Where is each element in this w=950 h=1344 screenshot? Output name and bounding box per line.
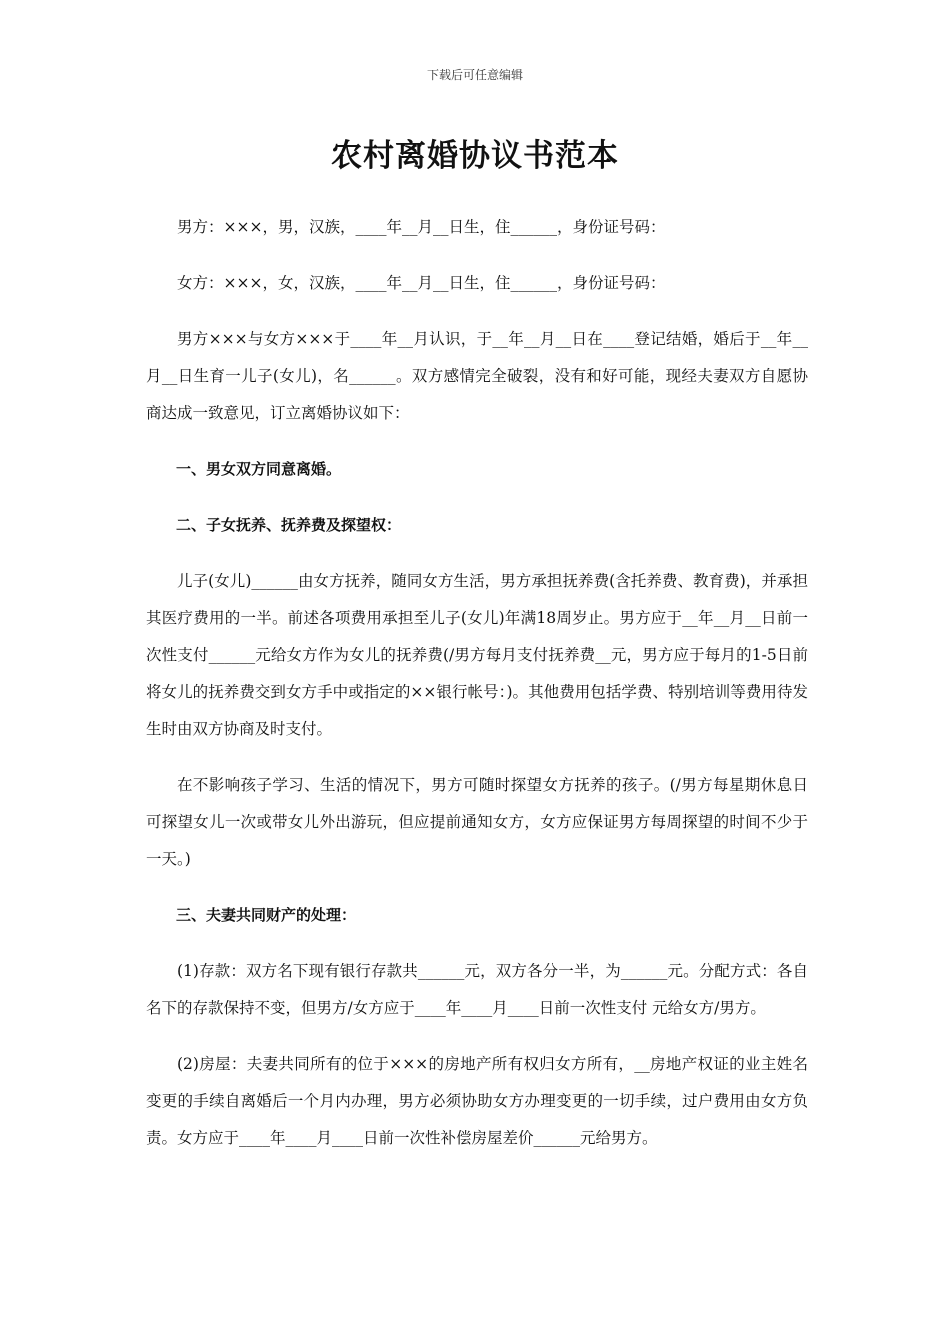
paragraph-child-support: 儿子(女儿)______由女方抚养，随同女方生活，男方承担抚养费(含托养费、教育费)，并承担其医疗费用的一半。前述各项费用承担至儿子(女儿)年满18周岁止。男方应于__年__月__日前一次性支付______元给女方作为女儿的抚养费(/男方每月支付抚养费__元，男方应于每月的1-5日前将女儿的抚养费交到女方手中或指定的××银行帐号：)。其他费用包括学费、特别培训等费用待发生时由双方协商及时支付。 — [146, 572, 808, 738]
section-heading-1: 一、男女双方同意离婚。 — [176, 460, 342, 478]
document-title: 农村离婚协议书范本 — [331, 138, 619, 174]
paragraph-visitation: 在不影响孩子学习、生活的情况下，男方可随时探望女方抚养的孩子。(/男方每星期休息日可探望女儿一次或带女儿外出游玩，但应提前通知女方，女方应保证男方每周探望的时间不少于一天。) — [146, 776, 808, 868]
paragraph-female-party: 女方：×××，女，汉族，____年__月__日生，住______，身份证号码： — [177, 274, 666, 292]
section-heading-2: 二、子女抚养、抚养费及探望权： — [176, 516, 402, 534]
paragraph-preamble: 男方×××与女方×××于____年__月认识，于__年__月__日在____登记结婚，婚后于__年__月__日生育一儿子(女儿)，名______。双方感情完全破裂，没有和好可能，现经夫妻双方自愿协商达成一致意见，订立离婚协议如下： — [146, 330, 808, 422]
page-header: 下载后可任意编辑 — [426, 68, 523, 82]
paragraph-male-party: 男方：×××，男，汉族，____年__月__日生，住______，身份证号码： — [177, 218, 666, 236]
document-body — [146, 209, 808, 1176]
paragraph-house: (2)房屋：夫妻共同所有的位于×××的房地产所有权归女方所有，__房地产权证的业主姓名变更的手续自离婚后一个月内办理，男方必须协助女方办理变更的一切手续，过户费用由女方负责。女方应于____年____月____日前一次性补偿房屋差价______元给男方。 — [146, 1055, 808, 1147]
section-heading-3: 三、夫妻共同财产的处理： — [176, 906, 357, 924]
paragraph-savings: (1)存款：双方名下现有银行存款共______元，双方各分一半，为______元。分配方式：各自名下的存款保持不变，但男方/女方应于____年____月____日前一次性支付 元给女方/男方。 — [146, 962, 808, 1017]
